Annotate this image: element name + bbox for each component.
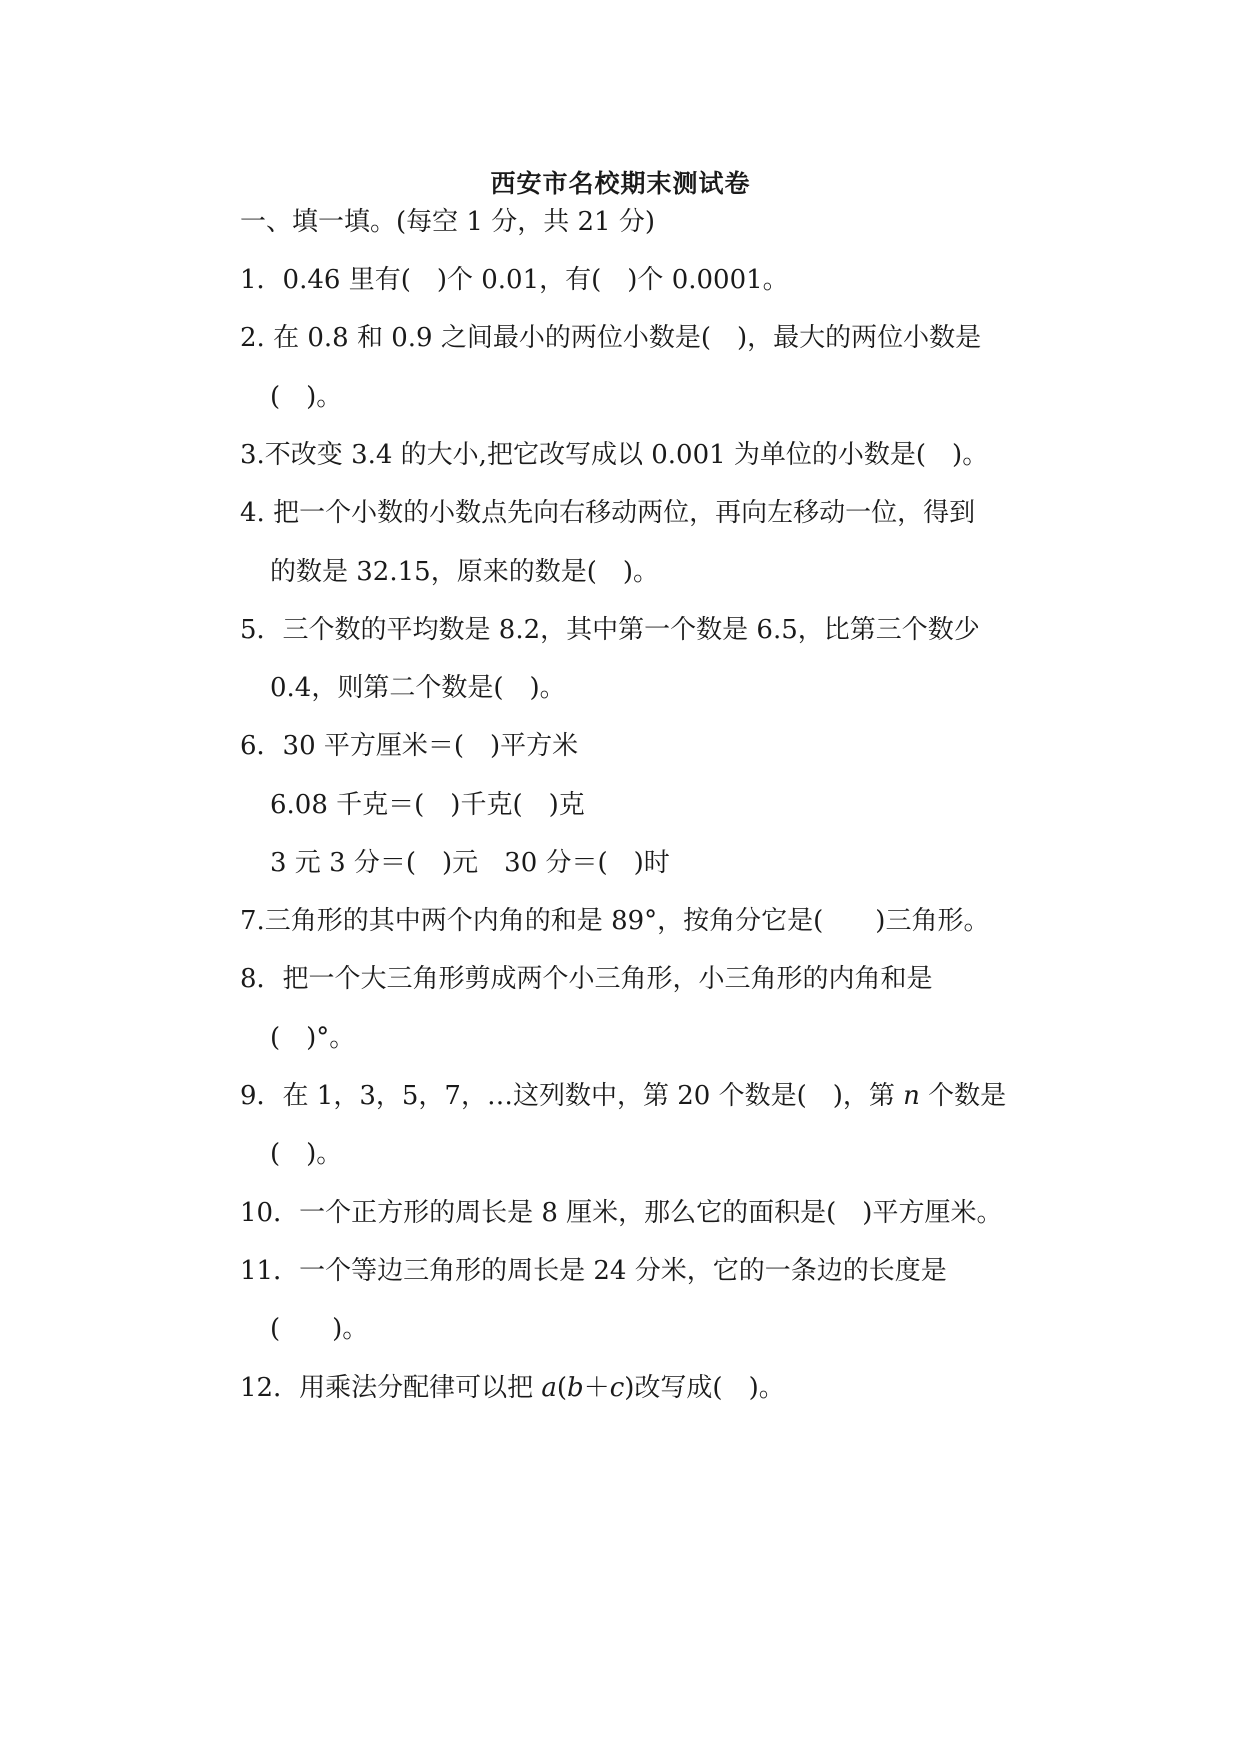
question-12-var-b: b [567, 1373, 584, 1403]
question-9-line-1 [240, 1079, 1006, 1113]
question-1: 1．0.46 里有( )个 0.01，有( )个 0.0001。 [240, 265, 789, 295]
question-9-text-end: 个数是 [919, 1081, 1007, 1111]
question-11-line-2: ( )。 [270, 1314, 369, 1344]
section-heading: 一、填一填。(每空 1 分，共 21 分) [240, 207, 655, 237]
page-title: 西安市名校期末测试卷 [490, 169, 751, 198]
question-9-line-2: ( )。 [270, 1139, 343, 1169]
question-8-line-2: ( )°。 [270, 1023, 356, 1053]
question-5-line-2: 0.4，则第二个数是( )。 [270, 673, 566, 703]
question-4-line-1: 4. 把一个小数的小数点先向右移动两位，再向左移动一位，得到 [240, 498, 976, 528]
question-2-line-1: 2. 在 0.8 和 0.9 之间最小的两位小数是( )，最大的两位小数是 [240, 323, 982, 353]
question-10: 10．一个正方形的周长是 8 厘米，那么它的面积是( )平方厘米。 [240, 1198, 1003, 1228]
question-5-line-1: 5．三个数的平均数是 8.2，其中第一个数是 6.5，比第三个数少 [240, 615, 980, 645]
question-6-line-1: 6．30 平方厘米＝( )平方米 [240, 731, 579, 761]
question-11-line-1: 11．一个等边三角形的周长是 24 分米，它的一条边的长度是 [240, 1256, 947, 1286]
question-6-line-3: 3 元 3 分＝( )元 30 分＝( )时 [270, 848, 670, 878]
question-12-text-start: 12．用乘法分配律可以把 [240, 1373, 542, 1403]
question-12 [240, 1371, 785, 1405]
question-12-plus: ＋ [583, 1373, 610, 1403]
question-8-line-1: 8．把一个大三角形剪成两个小三角形，小三角形的内角和是 [240, 964, 933, 994]
question-3: 3.不改变 3.4 的大小,把它改写成以 0.001 为单位的小数是( )。 [240, 440, 989, 470]
question-12-var-a: a [541, 1373, 557, 1403]
question-2-line-2: ( )。 [270, 382, 343, 412]
question-12-var-c: c [609, 1373, 625, 1403]
question-12-paren-open: ( [556, 1373, 568, 1403]
question-6-line-2: 6.08 千克＝( )千克( )克 [270, 790, 585, 820]
question-9-variable: n [903, 1081, 920, 1111]
question-12-paren-close: ) [624, 1373, 635, 1403]
question-12-text-end: 改写成( )。 [634, 1373, 785, 1403]
question-4-line-2: 的数是 32.15，原来的数是( )。 [270, 557, 659, 587]
question-9-text-start: 9．在 1，3，5，7，…这列数中，第 20 个数是( )，第 [240, 1081, 904, 1111]
question-7: 7.三角形的其中两个内角的和是 89°，按角分它是( )三角形。 [240, 906, 990, 936]
